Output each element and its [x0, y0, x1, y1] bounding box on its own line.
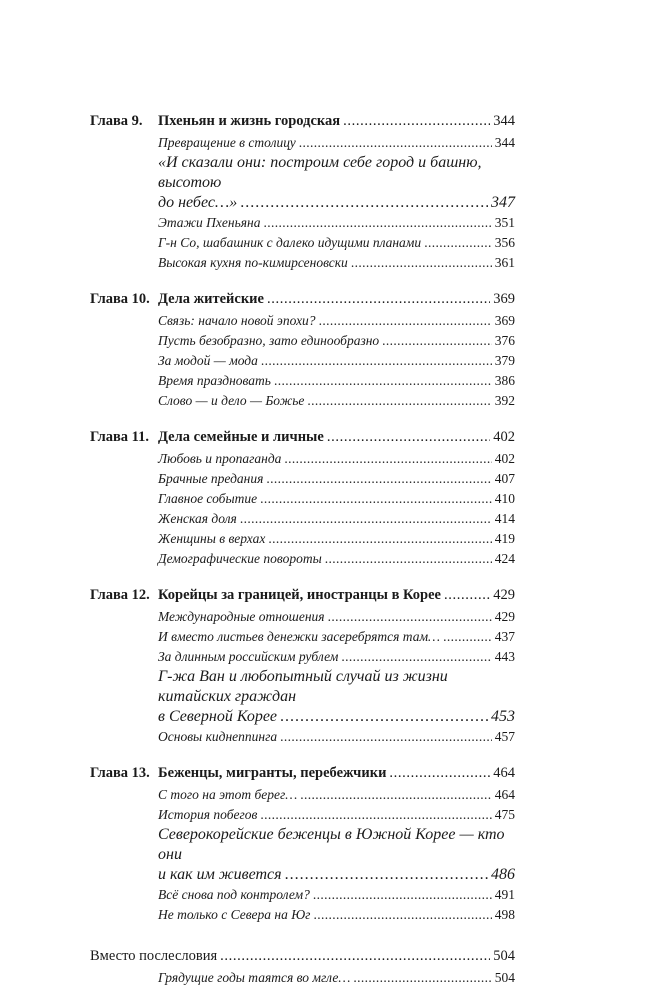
- toc-section-title: Любовь и пропаганда: [158, 451, 282, 466]
- toc-section-entry: [90, 311, 515, 331]
- dot-leader: [313, 905, 491, 925]
- toc-section-title-line1: «И сказали они: построим себе город и башню, высотою: [158, 154, 482, 191]
- toc-section-page: 351: [494, 215, 515, 230]
- toc-section-title: Брачные предания: [158, 471, 264, 486]
- dot-leader: [268, 529, 491, 549]
- toc-chapter-heading: [90, 110, 515, 132]
- toc-section-title: Слово — и дело — Божье: [158, 393, 305, 408]
- toc-section-title: Основы киднеппинга: [158, 729, 278, 744]
- dot-leader: [424, 233, 492, 253]
- toc-chapter-heading: [90, 288, 515, 310]
- toc-section-entry: [90, 449, 515, 469]
- toc-section-entry: [90, 627, 515, 647]
- chapter-number: Глава 10.: [90, 291, 150, 307]
- toc-section-title: С того на этот берег…: [158, 787, 298, 802]
- toc-section-entry: [90, 509, 515, 529]
- toc-section-title: Не только с Севера на Юг: [158, 907, 311, 922]
- toc-section-line2: [158, 193, 515, 213]
- toc-section-entry: [90, 805, 515, 825]
- chapter-number: Глава 9.: [90, 113, 143, 129]
- dot-leader: [266, 469, 491, 489]
- toc-section-entry: [90, 469, 515, 489]
- toc-section-title: Превращение в столицу: [158, 135, 296, 150]
- toc-section-title: Всё снова под контролем?: [158, 887, 310, 902]
- toc-section-entry: [90, 905, 515, 925]
- toc-section-entry: [90, 371, 515, 391]
- chapter-page: 344: [493, 113, 515, 129]
- toc-section-entry: [90, 253, 515, 273]
- dot-leader: [351, 253, 492, 273]
- toc-section-page: 414: [494, 511, 515, 526]
- toc-section-entry: [90, 213, 515, 233]
- toc-section-page: 369: [494, 313, 515, 328]
- toc-section-title: Пусть безобразно, зато единообразно: [158, 333, 380, 348]
- toc-section-page: 379: [494, 353, 515, 368]
- toc-section-title: Высокая кухня по-кимирсеновски: [158, 255, 348, 270]
- toc-section-entry: [90, 825, 515, 885]
- dot-leader: [267, 288, 490, 310]
- chapter-title: Пхеньян и жизнь городская: [158, 113, 341, 129]
- chapter-page: 369: [493, 291, 515, 307]
- toc-section-page: 376: [494, 333, 515, 348]
- chapter-number: Глава 13.: [90, 765, 150, 781]
- dot-leader: [285, 865, 488, 885]
- toc-chapter-heading: [90, 584, 515, 606]
- toc-section-page: 457: [494, 729, 515, 744]
- toc-section-entry: [90, 331, 515, 351]
- toc-section-page: 424: [494, 551, 515, 566]
- dot-leader: [353, 968, 491, 988]
- toc-section-entry: [90, 351, 515, 371]
- toc-section-title: За модой — мода: [158, 353, 258, 368]
- chapter-title: Беженцы, мигранты, перебежчики: [158, 765, 387, 781]
- chapter-page: 402: [493, 429, 515, 445]
- toc-section-title-line2: и как им живется: [158, 866, 282, 883]
- dot-leader: [280, 707, 488, 727]
- toc-section-page: 344: [494, 135, 515, 150]
- toc-section-page: 437: [494, 629, 515, 644]
- toc-chapter: [90, 762, 515, 925]
- toc-section-page: 443: [494, 649, 515, 664]
- toc-section-entry: [90, 607, 515, 627]
- dot-leader: [220, 945, 490, 967]
- toc-chapter: [90, 426, 515, 569]
- toc-section-page: 504: [494, 970, 515, 985]
- dot-leader: [260, 805, 491, 825]
- toc-section-page: 392: [494, 393, 515, 408]
- dot-leader: [307, 391, 491, 411]
- toc-section-entry: [90, 391, 515, 411]
- toc-section-page: 464: [494, 787, 515, 802]
- dot-leader: [284, 449, 491, 469]
- toc-section-title: И вместо листьев денежки засеребрятся там…: [158, 629, 441, 644]
- toc-chapter: [90, 110, 515, 273]
- chapter-number: Глава 12.: [90, 587, 150, 603]
- chapter-title: Дела семейные и личные: [158, 429, 324, 445]
- chapter-number: Глава 11.: [90, 429, 150, 445]
- dot-leader: [280, 727, 492, 747]
- toc-section-title-line2: в Северной Корее: [158, 708, 278, 725]
- toc-section-title: Этажи Пхеньяна: [158, 215, 261, 230]
- toc-section-page: 475: [494, 807, 515, 822]
- dot-leader: [299, 133, 492, 153]
- dot-leader: [261, 351, 492, 371]
- toc-section-title: За длинным российским рублем: [158, 649, 339, 664]
- toc-section-page: 386: [494, 373, 515, 388]
- toc-section-title: Г-н Со, шабашник с далеко идущими планами: [158, 235, 422, 250]
- toc-section-page: 491: [494, 887, 515, 902]
- dot-leader: [389, 762, 490, 784]
- toc-section-line2: [158, 707, 515, 727]
- dot-leader: [240, 509, 492, 529]
- dot-leader: [328, 607, 492, 627]
- toc-section-line2: [158, 865, 515, 885]
- toc-section-title: Женская доля: [158, 511, 237, 526]
- toc-section-entry: [90, 233, 515, 253]
- toc-section-entry: [90, 885, 515, 905]
- toc-afterword-heading: [90, 945, 515, 967]
- toc-section-page: 498: [494, 907, 515, 922]
- dot-leader: [341, 647, 491, 667]
- chapter-page: 464: [493, 765, 515, 781]
- toc-section-entry: [90, 647, 515, 667]
- dot-leader: [260, 489, 492, 509]
- toc-section-page: 429: [494, 609, 515, 624]
- toc-section-page: 347: [491, 194, 515, 211]
- toc-section-page: 356: [494, 235, 515, 250]
- dot-leader: [240, 193, 488, 213]
- toc-section-page: 486: [491, 866, 515, 883]
- chapter-page: 429: [493, 587, 515, 603]
- toc-section-title: Связь: начало новой эпохи?: [158, 313, 316, 328]
- toc-chapter-heading: [90, 762, 515, 784]
- toc-section-entry: [90, 529, 515, 549]
- toc-section-entry: [90, 153, 515, 213]
- toc-section-page: 419: [494, 531, 515, 546]
- toc-section-title-line1: Северокорейские беженцы в Южной Корее — кто они: [158, 826, 505, 863]
- toc-section-entry: [90, 667, 515, 727]
- toc-section-title: История побегов: [158, 807, 258, 822]
- dot-leader: [327, 426, 490, 448]
- toc-chapter: [90, 288, 515, 411]
- toc-section-entry: [90, 968, 515, 988]
- toc-section-title: Международные отношения: [158, 609, 325, 624]
- dot-leader: [300, 785, 491, 805]
- toc-section-entry: [90, 549, 515, 569]
- dot-leader: [313, 885, 492, 905]
- dot-leader: [343, 110, 490, 132]
- chapter-title: Дела житейские: [158, 291, 264, 307]
- dot-leader: [325, 549, 492, 569]
- toc-section-page: 407: [494, 471, 515, 486]
- toc-section-title: Женщины в верхах: [158, 531, 266, 546]
- toc-section-title-line1: Г-жа Ван и любопытный случай из жизни китайских граждан: [158, 668, 448, 705]
- afterword-page: 504: [493, 948, 515, 964]
- toc-section-page: 410: [494, 491, 515, 506]
- toc-section-page: 453: [491, 708, 515, 725]
- toc-section-entry: [90, 133, 515, 153]
- toc-section-title: Грядущие годы таятся во мгле…: [158, 970, 351, 985]
- toc-section-title: Демографические повороты: [158, 551, 322, 566]
- afterword-title: Вместо послесловия: [90, 948, 218, 964]
- dot-leader: [274, 371, 492, 391]
- toc-section-entry: [90, 785, 515, 805]
- table-of-contents: [90, 110, 515, 1003]
- chapter-title: Корейцы за границей, иностранцы в Корее: [158, 587, 441, 603]
- toc-chapter: [90, 584, 515, 747]
- toc-section-title-line2: до небес…»: [158, 194, 238, 211]
- dot-leader: [443, 627, 492, 647]
- toc-section-entry: [90, 727, 515, 747]
- toc-section-entry: [90, 489, 515, 509]
- toc-section-title: Время праздновать: [158, 373, 271, 388]
- toc-section-page: 361: [494, 255, 515, 270]
- toc-chapter-heading: [90, 426, 515, 448]
- dot-leader: [319, 311, 492, 331]
- dot-leader: [263, 213, 491, 233]
- toc-section-page: 402: [494, 451, 515, 466]
- dot-leader: [444, 584, 490, 606]
- dot-leader: [382, 331, 492, 351]
- toc-afterword: [90, 945, 515, 988]
- toc-section-title: Главное событие: [158, 491, 258, 506]
